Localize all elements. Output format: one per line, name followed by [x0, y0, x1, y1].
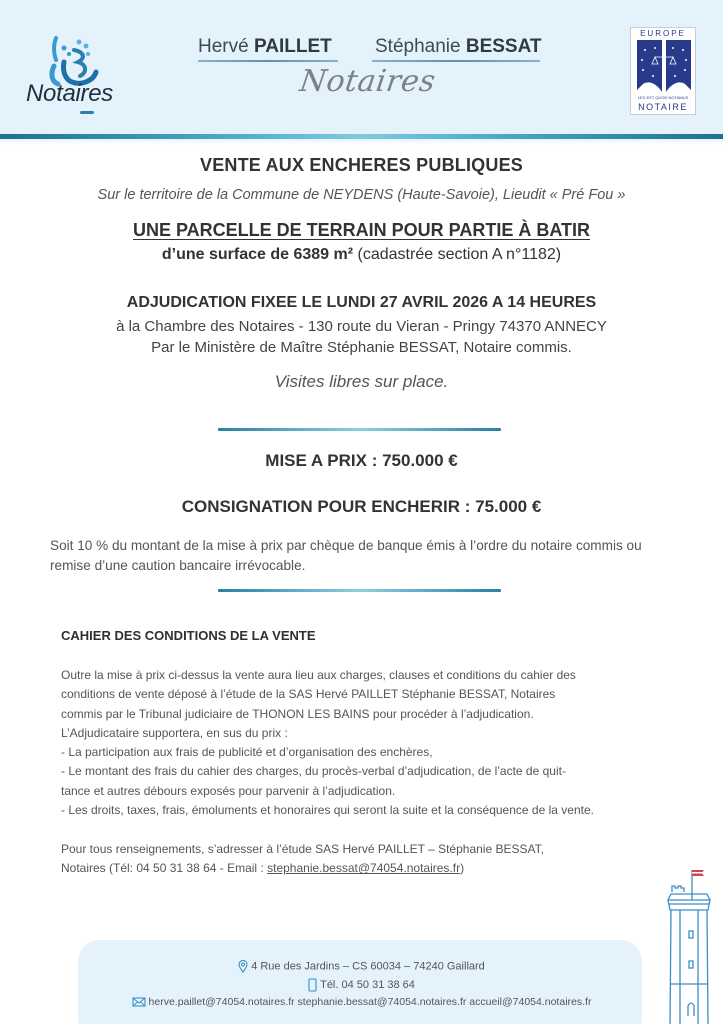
contact-line-2 — [61, 859, 661, 878]
contact-paragraph — [61, 840, 661, 879]
parcel-heading: UNE PARCELLE DE TERRAIN POUR PARTIE À BATIR — [132, 220, 590, 240]
location-subtitle: Sur le territoire de la Commune de NEYDENS (Haute-Savoie), Lieudit « Pré Fou » — [97, 187, 626, 203]
footer-phone-text: Tél. 04 50 31 38 64 — [320, 978, 415, 991]
map-pin-icon — [238, 960, 248, 973]
notary-1-first: Hervé — [198, 36, 249, 57]
contact-phone-text: Notaires (Tél: 04 50 31 38 64 - Email : — [61, 861, 268, 876]
footer-address-text: 4 Rue des Jardins – CS 60034 – 74240 Gaillard — [251, 960, 485, 973]
notary-2-first: Stéphanie — [375, 36, 461, 57]
footer-emails-text[interactable]: herve.paillet@74054.notaires.fr stephanie.bessat@74054.notaires.fr accueil@74054.notaires.fr — [148, 996, 592, 1008]
badge-motto: LEX EST QUOD NOTAMUS — [637, 95, 689, 100]
badge-bottom-label: NOTAIRE — [638, 102, 688, 112]
scales-of-justice-icon — [635, 40, 693, 92]
adjudication-date: ADJUDICATION FIXEE LE LUNDI 27 AVRIL 2026 A 14 HEURES — [126, 294, 597, 311]
consignation-amount: CONSIGNATION POUR ENCHERIR : 75.000 € — [181, 497, 542, 516]
footer-emails — [0, 996, 723, 1008]
conditions-heading: CAHIER DES CONDITIONS DE LA VENTE — [61, 628, 316, 643]
starting-price: MISE A PRIX : 750.000 € — [265, 451, 458, 470]
notaires-signature: Notaires — [297, 64, 438, 99]
cadastre-reference: (cadastrée section A n°1182) — [353, 246, 562, 263]
conditions-body — [61, 666, 661, 820]
footer-phone — [0, 978, 723, 992]
section-divider — [218, 428, 501, 431]
envelope-icon — [132, 997, 146, 1007]
footer-address — [0, 960, 723, 973]
conditions-line: L’Adjudicataire supportera, en sus du prix : — [61, 725, 288, 740]
contact-close: ) — [460, 861, 465, 876]
conditions-line: tance et autres débours exposés pour parvenir à l’adjudication. — [61, 783, 396, 798]
europe-notaire-badge — [630, 27, 696, 115]
phone-icon — [308, 978, 317, 992]
badge-top-label: EUROPE — [640, 29, 686, 38]
notary-1-last: PAILLET — [253, 36, 332, 57]
conditions-line: - La participation aux frais de publicité et d’organisation des enchères, — [61, 745, 433, 760]
adjudication-location: à la Chambre des Notaires - 130 route du Vieran - Pringy 74370 ANNECY — [116, 318, 607, 335]
contact-email-link[interactable]: stephanie.bessat@74054.notaires.fr — [267, 861, 461, 876]
consignation-details: Soit 10 % du montant de la mise à prix par chèque de banque émis à l’ordre du notaire commis ou remise d’une caution bancaire irrévocable. — [50, 538, 642, 573]
conditions-line: Outre la mise à prix ci-dessus la vente aura lieu aux charges, clauses et conditions du cahier des — [61, 668, 576, 682]
contact-line-1: Pour tous renseignements, s’adresser à l’étude SAS Hervé PAILLET – Stéphanie BESSAT, — [61, 842, 544, 856]
notary-2-underline — [372, 60, 540, 62]
conditions-line: - Le montant des frais du cahier des charges, du procès-verbal d’adjudication, de l’acte de quit- — [61, 764, 566, 779]
conditions-line: commis par le Tribunal judiciaire de THONON LES BAINS pour procéder à l’adjudication. — [61, 706, 534, 721]
logo-accent-dash — [80, 111, 94, 114]
surface-line — [0, 246, 723, 264]
notary-name-1 — [198, 36, 332, 58]
notary-ministere: Par le Ministère de Maître Stéphanie BESSAT, Notaire commis. — [151, 339, 572, 356]
conditions-line: conditions de vente déposé à l’étude de la SAS Hervé PAILLET Stéphanie BESSAT, Notaires — [61, 687, 556, 702]
surface-area: d’une surface de 6389 m² — [161, 246, 354, 263]
visites-note: Visites libres sur place. — [274, 372, 449, 391]
conditions-line: - Les droits, taxes, frais, émoluments et honoraires qui seront la suite et la conséquence de la vente. — [61, 803, 594, 818]
notary-1-underline — [198, 60, 338, 62]
logo-wordmark: Notaires — [26, 80, 113, 107]
notary-2-last: BESSAT — [465, 36, 542, 57]
section-divider — [218, 589, 501, 592]
page-title: VENTE AUX ENCHERES PUBLIQUES — [200, 155, 523, 175]
header-shadow — [0, 139, 723, 145]
notary-name-2 — [375, 36, 542, 58]
